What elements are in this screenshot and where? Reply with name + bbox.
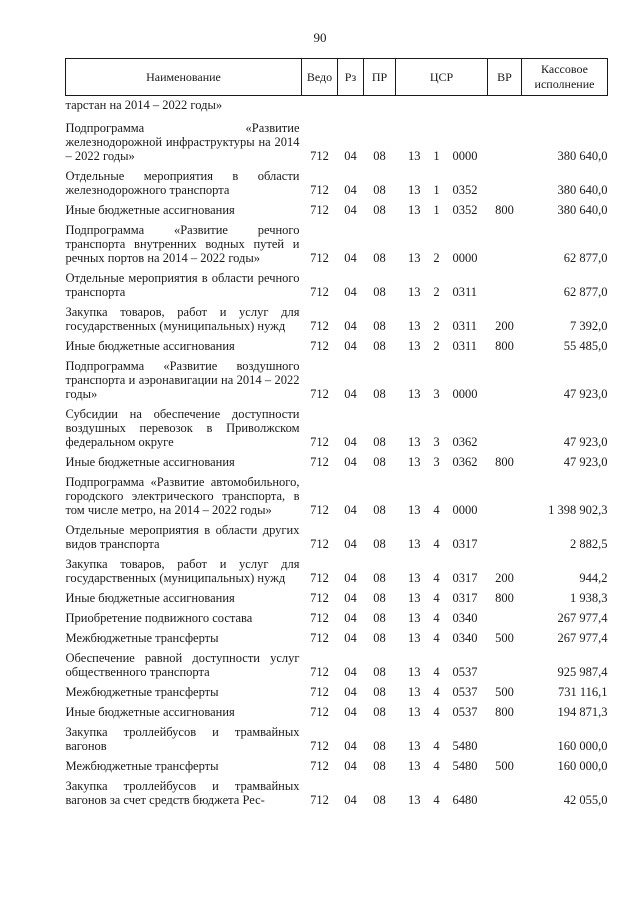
cell-csr-subprogram: 2 xyxy=(433,251,440,265)
header-name: Наименование xyxy=(66,59,302,96)
cell-ved: 712 xyxy=(310,503,329,517)
cell-ved: 712 xyxy=(310,455,329,469)
cell-csr-subprogram: 2 xyxy=(433,339,440,353)
cell-rz: 04 xyxy=(344,793,357,807)
budget-table-container xyxy=(65,58,607,812)
cell-csr-program: 13 xyxy=(408,739,421,753)
cell-csr-program: 13 xyxy=(408,685,421,699)
cell-csr-subprogram: 3 xyxy=(433,435,440,449)
cell-csr-subprogram: 4 xyxy=(433,793,440,807)
table-row xyxy=(66,120,608,168)
cell-csr-code: 5480 xyxy=(452,759,478,773)
cell-rz: 04 xyxy=(344,665,357,679)
table-row xyxy=(66,610,608,630)
table-row xyxy=(66,684,608,704)
page-number: 90 xyxy=(313,30,327,45)
cell-ved: 712 xyxy=(310,319,329,333)
cell-vr xyxy=(488,406,522,454)
cell-rz xyxy=(338,96,364,121)
cell-csr-subprogram: 4 xyxy=(433,631,440,645)
cell-name: Подпрограмма «Развитие речного транспорта внутренних водных путей и речных портов на 2014 – 2022 годы» xyxy=(65,223,300,265)
cell-vr xyxy=(488,96,522,121)
cell-vr: 800 xyxy=(495,455,514,469)
table-row xyxy=(66,202,608,222)
cell-rz: 04 xyxy=(344,203,357,217)
cell-amount: 42 055,0 xyxy=(563,793,608,807)
table-body xyxy=(66,96,608,813)
cell-name: Отдельные мероприятия в области других видов транспорта xyxy=(65,523,300,551)
cell-amount xyxy=(522,96,608,121)
cell-pr: 08 xyxy=(373,537,386,551)
cell-ved: 712 xyxy=(310,705,329,719)
cell-ved: 712 xyxy=(310,251,329,265)
cell-csr-program: 13 xyxy=(408,665,421,679)
cell-amount: 731 116,1 xyxy=(557,685,608,699)
cell-amount: 380 640,0 xyxy=(557,149,608,163)
cell-rz: 04 xyxy=(344,705,357,719)
cell-pr: 08 xyxy=(373,611,386,625)
cell-csr-subprogram: 4 xyxy=(433,759,440,773)
cell-csr-program: 13 xyxy=(408,571,421,585)
cell-rz: 04 xyxy=(344,503,357,517)
cell-name: Иные бюджетные ассигнования xyxy=(65,203,235,217)
cell-pr: 08 xyxy=(373,455,386,469)
cell-csr-program: 13 xyxy=(408,319,421,333)
cell-ved: 712 xyxy=(310,571,329,585)
cell-amount: 160 000,0 xyxy=(557,739,608,753)
table-row xyxy=(66,96,608,121)
cell-vr xyxy=(488,724,522,758)
cell-csr-subprogram: 4 xyxy=(433,611,440,625)
cell-csr-code: 0000 xyxy=(452,387,478,401)
cell-name: Обеспечение равной доступности услуг общественного транспорта xyxy=(65,651,300,679)
cell-name: Закупка троллейбусов и трамвайных вагонов за счет средств бюджета Рес- xyxy=(65,779,300,807)
cell-ved: 712 xyxy=(310,149,329,163)
cell-name: Закупка товаров, работ и услуг для государственных (муниципальных) нужд xyxy=(65,305,300,333)
cell-csr-subprogram xyxy=(426,96,448,121)
cell-csr-code: 0537 xyxy=(452,685,478,699)
cell-csr-program: 13 xyxy=(408,759,421,773)
cell-csr-subprogram: 1 xyxy=(433,149,440,163)
cell-csr-code: 0537 xyxy=(452,665,478,679)
cell-rz: 04 xyxy=(344,319,357,333)
cell-csr-code: 0000 xyxy=(452,149,478,163)
cell-rz: 04 xyxy=(344,571,357,585)
cell-pr: 08 xyxy=(373,387,386,401)
cell-pr: 08 xyxy=(373,183,386,197)
cell-csr-program: 13 xyxy=(408,203,421,217)
cell-csr-code: 0000 xyxy=(452,251,478,265)
cell-amount: 944,2 xyxy=(579,571,608,585)
cell-csr-program: 13 xyxy=(408,705,421,719)
cell-vr xyxy=(488,778,522,812)
cell-name: Отдельные мероприятия в области речного транспорта xyxy=(65,271,300,299)
cell-amount: 2 882,5 xyxy=(570,537,608,551)
cell-ved: 712 xyxy=(310,435,329,449)
table-row xyxy=(66,724,608,758)
cell-vr: 800 xyxy=(495,339,514,353)
cell-csr-code: 0000 xyxy=(452,503,478,517)
cell-csr-program: 13 xyxy=(408,285,421,299)
cell-amount: 925 987,4 xyxy=(557,665,608,679)
cell-rz: 04 xyxy=(344,387,357,401)
table-row xyxy=(66,270,608,304)
cell-pr: 08 xyxy=(373,793,386,807)
cell-rz: 04 xyxy=(344,537,357,551)
cell-csr-code: 0311 xyxy=(452,285,478,299)
cell-name: Межбюджетные трансферты xyxy=(65,631,219,645)
cell-rz: 04 xyxy=(344,455,357,469)
table-row xyxy=(66,358,608,406)
cell-csr-code: 0352 xyxy=(452,183,478,197)
cell-csr-program: 13 xyxy=(408,591,421,605)
cell-name: Закупка товаров, работ и услуг для государственных (муниципальных) нужд xyxy=(65,557,300,585)
table-row xyxy=(66,304,608,338)
cell-rz: 04 xyxy=(344,149,357,163)
header-vr: ВР xyxy=(488,59,522,96)
cell-vr: 200 xyxy=(495,319,514,333)
cell-name: Приобретение подвижного состава xyxy=(65,611,253,625)
cell-vr xyxy=(488,610,522,630)
cell-csr-subprogram: 4 xyxy=(433,537,440,551)
table-row xyxy=(66,474,608,522)
cell-vr: 800 xyxy=(495,591,514,605)
cell-amount: 47 923,0 xyxy=(563,387,608,401)
cell-vr xyxy=(488,120,522,168)
cell-csr-code: 5480 xyxy=(452,739,478,753)
header-pr: ПР xyxy=(364,59,396,96)
cell-vr xyxy=(488,358,522,406)
cell-name: Межбюджетные трансферты xyxy=(65,685,219,699)
cell-amount: 380 640,0 xyxy=(557,203,608,217)
cell-rz: 04 xyxy=(344,435,357,449)
cell-vr xyxy=(488,650,522,684)
cell-rz: 04 xyxy=(344,591,357,605)
cell-csr-program: 13 xyxy=(408,339,421,353)
cell-vr: 200 xyxy=(495,571,514,585)
cell-rz: 04 xyxy=(344,611,357,625)
cell-csr-program: 13 xyxy=(408,435,421,449)
budget-table xyxy=(65,58,608,812)
cell-pr: 08 xyxy=(373,631,386,645)
cell-pr: 08 xyxy=(373,665,386,679)
cell-csr-subprogram: 4 xyxy=(433,705,440,719)
cell-pr: 08 xyxy=(373,251,386,265)
cell-pr: 08 xyxy=(373,685,386,699)
cell-vr: 500 xyxy=(495,631,514,645)
cell-ved: 712 xyxy=(310,591,329,605)
cell-name: тарстан на 2014 – 2022 годы» xyxy=(65,98,223,112)
cell-csr-code: 0311 xyxy=(452,319,478,333)
header-csr: ЦСР xyxy=(396,59,488,96)
cell-name: Подпрограмма «Развитие железнодорожной инфраструктуры на 2014 – 2022 годы» xyxy=(65,121,300,163)
cell-amount: 1 938,3 xyxy=(570,591,608,605)
cell-name: Иные бюджетные ассигнования xyxy=(65,591,235,605)
cell-amount: 62 877,0 xyxy=(563,285,608,299)
cell-csr-subprogram: 1 xyxy=(433,183,440,197)
cell-ved: 712 xyxy=(310,685,329,699)
table-row xyxy=(66,454,608,474)
cell-vr xyxy=(488,222,522,270)
cell-name: Иные бюджетные ассигнования xyxy=(65,455,235,469)
cell-pr: 08 xyxy=(373,503,386,517)
cell-name: Отдельные мероприятия в области железнодорожного транспорта xyxy=(65,169,300,197)
cell-rz: 04 xyxy=(344,285,357,299)
table-row xyxy=(66,778,608,812)
header-rz: Рз xyxy=(338,59,364,96)
table-row xyxy=(66,522,608,556)
table-header-row xyxy=(66,59,608,96)
cell-csr-code: 0362 xyxy=(452,435,478,449)
cell-amount: 267 977,4 xyxy=(557,611,608,625)
cell-amount: 47 923,0 xyxy=(563,435,608,449)
cell-csr-subprogram: 4 xyxy=(433,503,440,517)
cell-ved: 712 xyxy=(310,665,329,679)
cell-pr: 08 xyxy=(373,149,386,163)
cell-amount: 47 923,0 xyxy=(563,455,608,469)
header-amount: Кассовое исполнение xyxy=(522,59,608,96)
cell-csr-program: 13 xyxy=(408,631,421,645)
cell-csr-code: 0352 xyxy=(452,203,478,217)
cell-vr: 500 xyxy=(495,759,514,773)
cell-amount: 62 877,0 xyxy=(563,251,608,265)
cell-rz: 04 xyxy=(344,759,357,773)
cell-ved: 712 xyxy=(310,285,329,299)
cell-pr: 08 xyxy=(373,739,386,753)
cell-csr-program: 13 xyxy=(408,251,421,265)
cell-name: Подпрограмма «Развитие автомобильного, городского электрического транспорта, в том числе метро, на 2014 – 2022 годы» xyxy=(65,475,300,517)
table-row xyxy=(66,168,608,202)
table-row xyxy=(66,590,608,610)
cell-vr xyxy=(488,168,522,202)
cell-vr: 800 xyxy=(495,705,514,719)
cell-amount: 7 392,0 xyxy=(570,319,608,333)
cell-name: Иные бюджетные ассигнования xyxy=(65,339,235,353)
cell-rz: 04 xyxy=(344,739,357,753)
cell-csr-program: 13 xyxy=(408,503,421,517)
cell-rz: 04 xyxy=(344,183,357,197)
cell-pr: 08 xyxy=(373,435,386,449)
cell-vr xyxy=(488,522,522,556)
cell-vr: 500 xyxy=(495,685,514,699)
cell-csr-subprogram: 4 xyxy=(433,739,440,753)
cell-csr-subprogram: 2 xyxy=(433,285,440,299)
cell-csr-code: 0340 xyxy=(452,611,478,625)
table-row xyxy=(66,630,608,650)
table-row xyxy=(66,222,608,270)
cell-ved: 712 xyxy=(310,203,329,217)
cell-csr-subprogram: 4 xyxy=(433,591,440,605)
cell-pr: 08 xyxy=(373,319,386,333)
cell-name: Иные бюджетные ассигнования xyxy=(65,705,235,719)
cell-ved: 712 xyxy=(310,759,329,773)
cell-name: Субсидии на обеспечение доступности воздушных перевозок в Приволжском федеральном округе xyxy=(65,407,300,449)
cell-amount: 1 398 902,3 xyxy=(548,503,608,517)
cell-csr-subprogram: 2 xyxy=(433,319,440,333)
cell-csr-code: 0317 xyxy=(452,571,478,585)
cell-ved xyxy=(302,96,338,121)
cell-amount: 380 640,0 xyxy=(557,183,608,197)
cell-amount: 194 871,3 xyxy=(557,705,608,719)
cell-name: Закупка троллейбусов и трамвайных вагонов xyxy=(65,725,300,753)
cell-rz: 04 xyxy=(344,685,357,699)
cell-pr: 08 xyxy=(373,339,386,353)
cell-vr xyxy=(488,474,522,522)
table-row xyxy=(66,338,608,358)
cell-pr: 08 xyxy=(373,285,386,299)
cell-ved: 712 xyxy=(310,339,329,353)
cell-csr-subprogram: 1 xyxy=(433,203,440,217)
cell-csr-program: 13 xyxy=(408,149,421,163)
cell-csr-subprogram: 3 xyxy=(433,455,440,469)
cell-ved: 712 xyxy=(310,537,329,551)
cell-csr-code: 0317 xyxy=(452,591,478,605)
cell-name: Межбюджетные трансферты xyxy=(65,759,219,773)
cell-csr-subprogram: 4 xyxy=(433,571,440,585)
cell-csr-code: 0537 xyxy=(452,705,478,719)
cell-csr-program xyxy=(396,96,426,121)
cell-pr: 08 xyxy=(373,759,386,773)
cell-ved: 712 xyxy=(310,631,329,645)
cell-rz: 04 xyxy=(344,251,357,265)
cell-csr-code: 0317 xyxy=(452,537,478,551)
table-row xyxy=(66,758,608,778)
cell-csr-program: 13 xyxy=(408,611,421,625)
cell-csr-program: 13 xyxy=(408,387,421,401)
table-row xyxy=(66,650,608,684)
cell-ved: 712 xyxy=(310,739,329,753)
cell-rz: 04 xyxy=(344,631,357,645)
cell-csr-program: 13 xyxy=(408,183,421,197)
cell-amount: 55 485,0 xyxy=(563,339,608,353)
cell-csr-code: 0340 xyxy=(452,631,478,645)
cell-ved: 712 xyxy=(310,611,329,625)
cell-pr: 08 xyxy=(373,705,386,719)
cell-csr-code xyxy=(448,96,488,121)
cell-csr-program: 13 xyxy=(408,537,421,551)
cell-pr: 08 xyxy=(373,203,386,217)
cell-pr: 08 xyxy=(373,591,386,605)
header-ved: Ведо xyxy=(302,59,338,96)
cell-ved: 712 xyxy=(310,387,329,401)
cell-pr: 08 xyxy=(373,571,386,585)
table-row xyxy=(66,704,608,724)
table-row xyxy=(66,406,608,454)
cell-csr-program: 13 xyxy=(408,455,421,469)
cell-amount: 160 000,0 xyxy=(557,759,608,773)
cell-pr xyxy=(364,96,396,121)
table-row xyxy=(66,556,608,590)
cell-csr-code: 6480 xyxy=(452,793,478,807)
cell-csr-subprogram: 4 xyxy=(433,685,440,699)
cell-csr-code: 0362 xyxy=(452,455,478,469)
cell-csr-code: 0311 xyxy=(452,339,478,353)
cell-vr: 800 xyxy=(495,203,514,217)
cell-vr xyxy=(488,270,522,304)
cell-rz: 04 xyxy=(344,339,357,353)
cell-csr-subprogram: 3 xyxy=(433,387,440,401)
cell-ved: 712 xyxy=(310,793,329,807)
cell-csr-program: 13 xyxy=(408,793,421,807)
cell-ved: 712 xyxy=(310,183,329,197)
cell-name: Подпрограмма «Развитие воздушного транспорта и аэронавигации на 2014 – 2022 годы» xyxy=(65,359,300,401)
cell-amount: 267 977,4 xyxy=(557,631,608,645)
cell-csr-subprogram: 4 xyxy=(433,665,440,679)
